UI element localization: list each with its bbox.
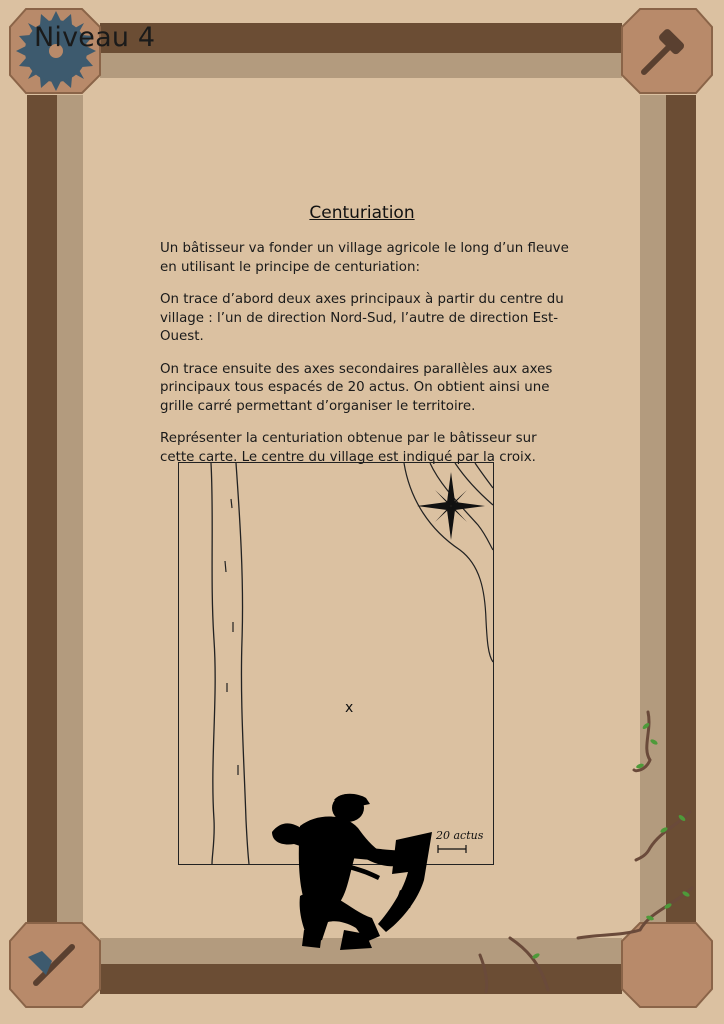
paragraph: Représenter la centuriation obtenue par le bâtisseur sur cette carte. Le centre du village est indiqué par la croix. xyxy=(160,431,537,465)
paragraph: Un bâtisseur va fonder un village agricole le long d’un fleuve en utilisant le principe de centuriation: xyxy=(160,241,569,275)
river xyxy=(211,463,249,864)
builder-silhouette-icon xyxy=(272,794,432,950)
scale-label: 20 actus xyxy=(436,829,484,842)
paragraph: On trace ensuite des axes secondaires parallèles aux axes principaux tous espacés de 20 actus. On obtient ainsi une grille carré permettant d’organiser le territoire. xyxy=(160,361,553,414)
river-current-marks xyxy=(225,499,238,775)
level-label: Niveau 4 xyxy=(34,22,156,53)
page-title: Centuriation xyxy=(309,203,415,223)
village-center-cross: x xyxy=(345,700,354,716)
compass-rose-icon xyxy=(417,472,485,540)
scale-bar xyxy=(438,845,466,853)
paragraph: On trace d’abord deux axes principaux à partir du centre du village : l’un de direction Nord-Sud, l’autre de direction Est-Ouest. xyxy=(160,292,564,344)
